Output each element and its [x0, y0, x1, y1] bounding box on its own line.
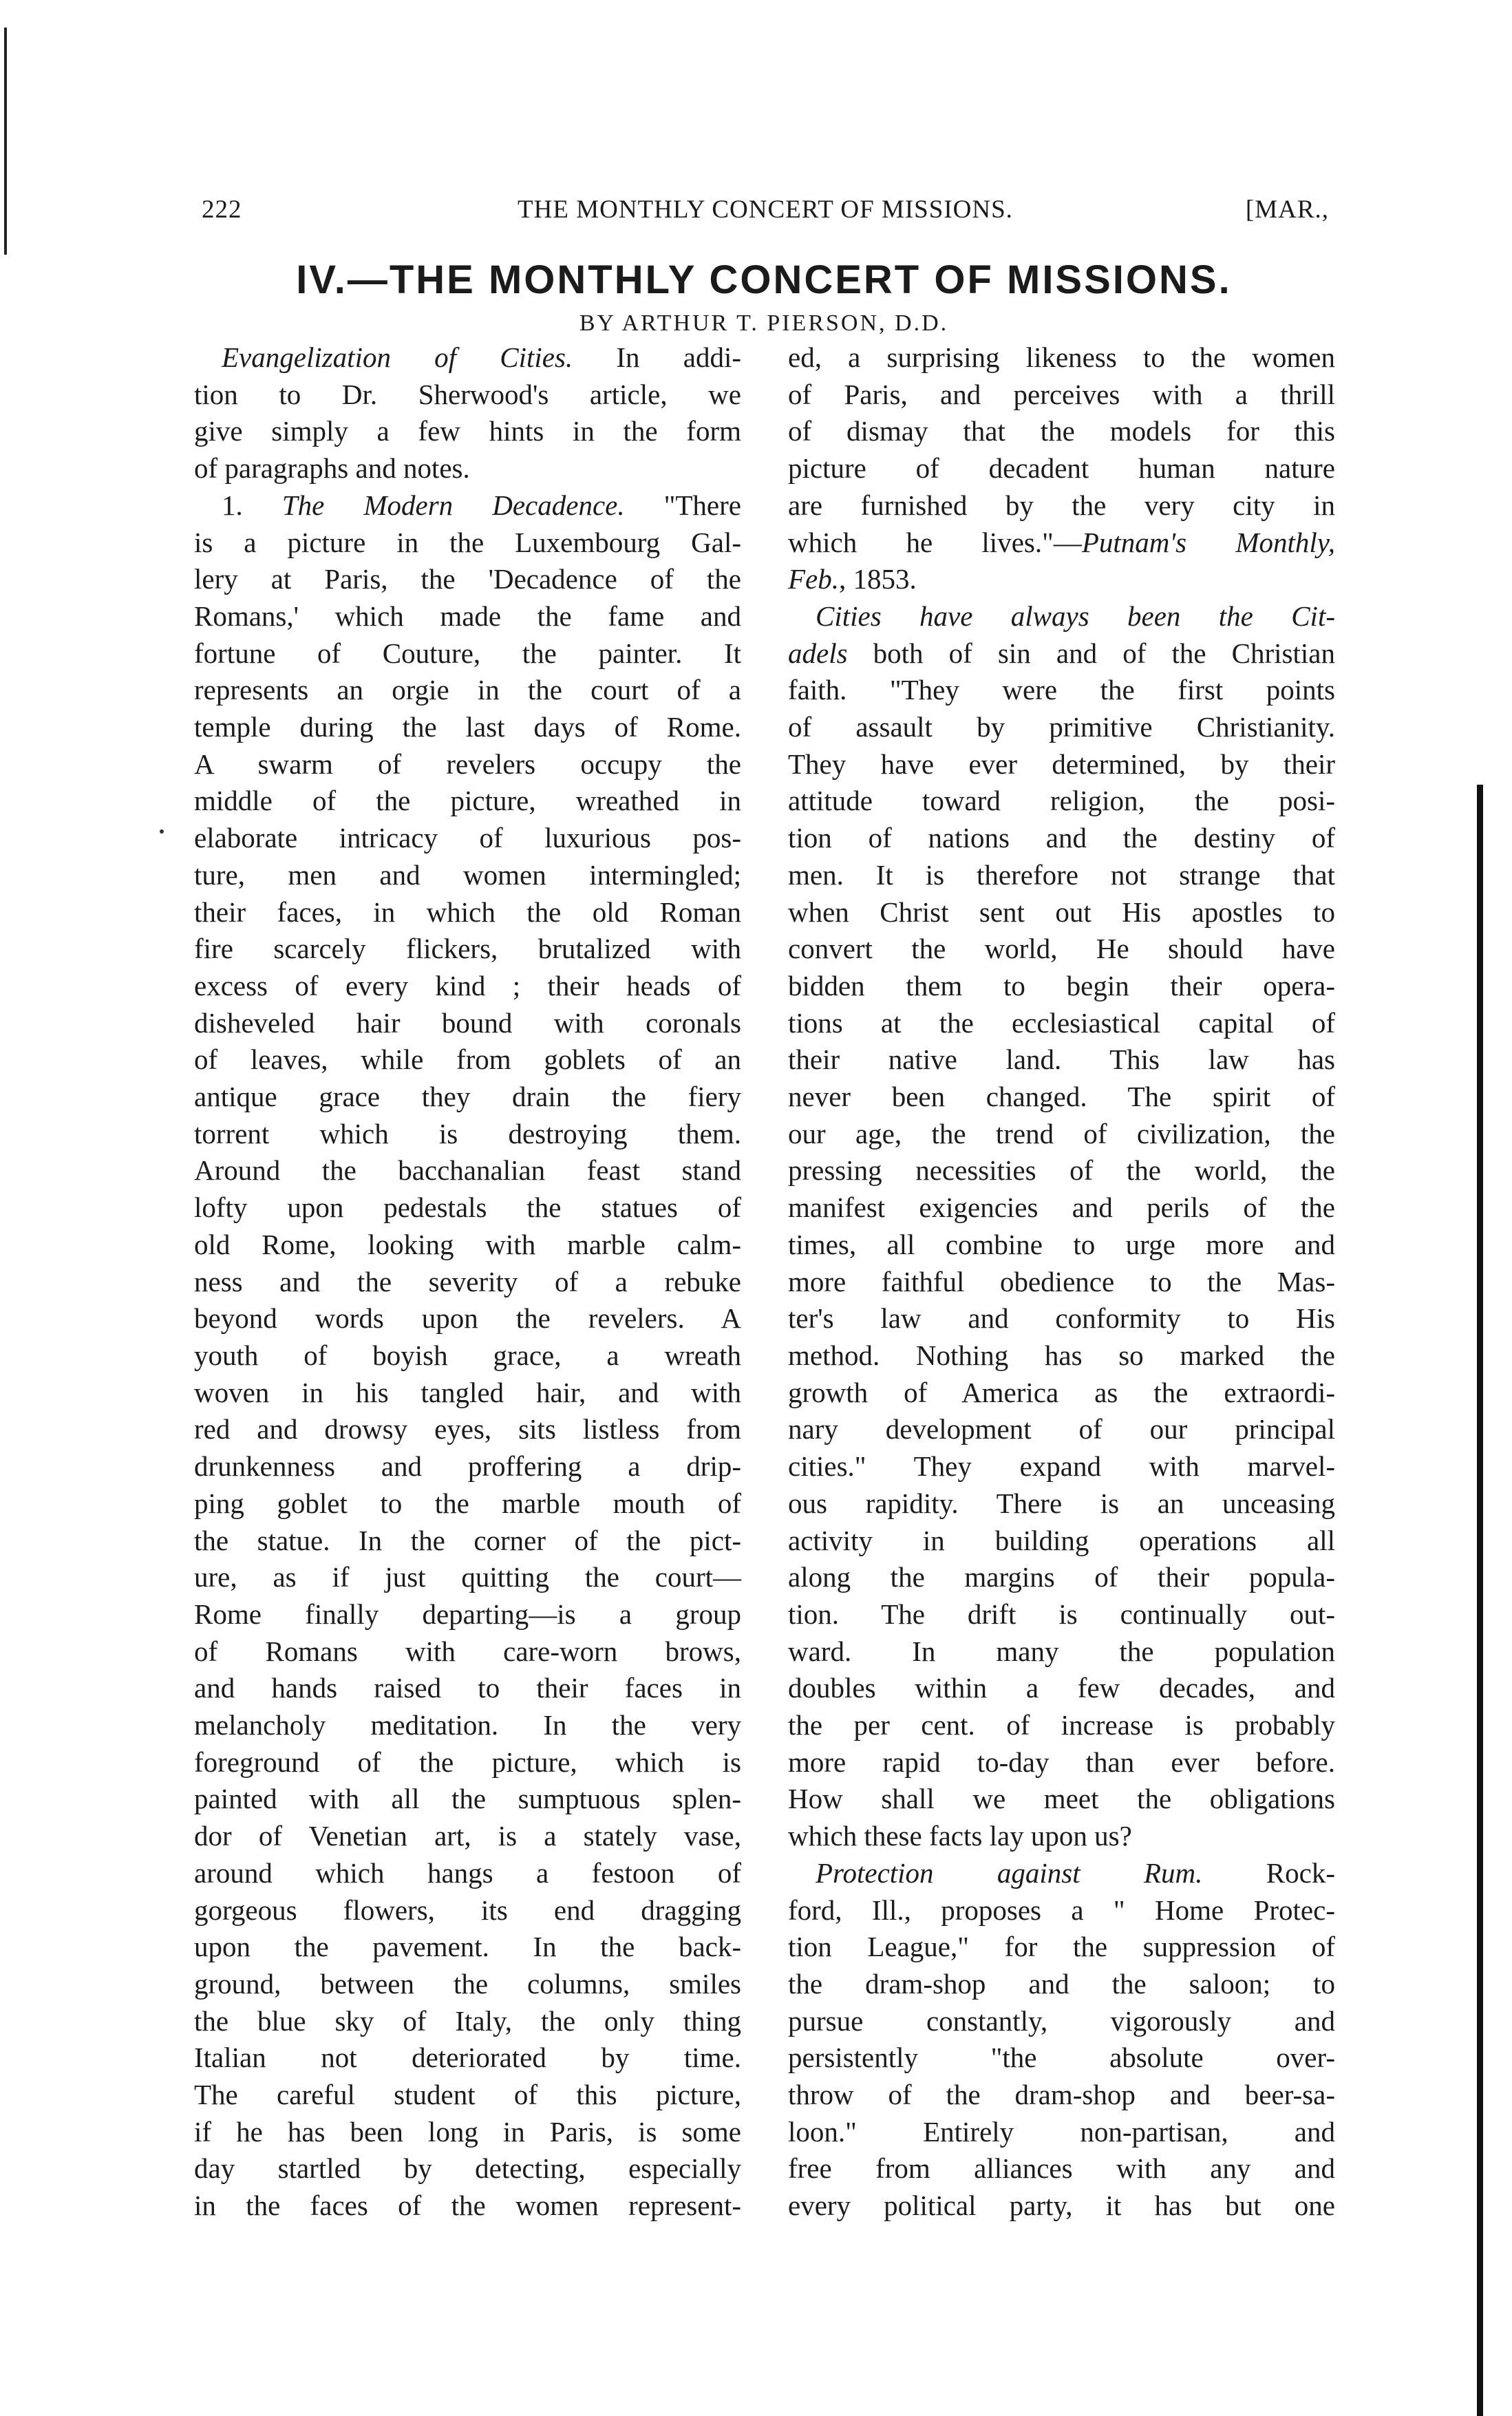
text-line: manifest exigencies and perils of the: [788, 1191, 1335, 1224]
text-line: our age, the trend of civilization, the: [788, 1117, 1335, 1149]
text-line: ping goblet to the marble mouth of: [194, 1487, 741, 1519]
text-line: upon the pavement. In the back-: [194, 1931, 741, 1963]
text-line: is a picture in the Luxembourg Gal-: [194, 526, 741, 558]
text-line: ed, a surprising likeness to the women: [788, 341, 1335, 373]
paragraph-evangelization: [194, 339, 741, 487]
text-span: Evangelization of Cities.: [222, 341, 573, 373]
text-line: disheveled hair bound with coronals: [194, 1006, 741, 1039]
paragraph-cities-citadels: [788, 598, 1335, 1855]
text-line: pursue constantly, vigorously and: [788, 2004, 1335, 2037]
text-line: dor of Venetian art, is a stately vase,: [194, 1820, 741, 1852]
text-line: of paragraphs and notes.: [194, 452, 470, 485]
text-line: growth of America as the extraordi-: [788, 1376, 1335, 1408]
byline: BY ARTHUR T. PIERSON, D.D.: [579, 310, 949, 336]
text-line: doubles within a few decades, and: [788, 1672, 1335, 1704]
text-line: times, all combine to urge more and: [788, 1228, 1335, 1260]
text-line: ford, Ill., proposes a " Home Protec-: [788, 1894, 1335, 1926]
text-span: The Modern Decadence.: [281, 489, 625, 521]
text-line: woven in his tangled hair, and with: [194, 1376, 741, 1408]
page-number: 222: [202, 195, 242, 224]
text-line: along the margins of their popula-: [788, 1561, 1335, 1593]
text-line: nary development of our principal: [788, 1413, 1335, 1445]
text-line: when Christ sent out His apostles to: [788, 896, 1335, 928]
text-line: of assault by primitive Christianity.: [788, 711, 1335, 743]
text-line: torrent which is destroying them.: [194, 1117, 741, 1149]
text-line: every political party, it has but one: [788, 2190, 1335, 2222]
text-line: and hands raised to their faces in: [194, 1672, 741, 1704]
text-line: men. It is therefore not strange that: [788, 858, 1335, 891]
text-line: Italian not deteriorated by time.: [194, 2042, 741, 2074]
text-line: of dismay that the models for this: [788, 415, 1335, 447]
text-span: Putnam's Monthly,: [1081, 526, 1335, 558]
text-line: tion. The drift is continually out-: [788, 1598, 1335, 1630]
text-line: in the faces of the women represent-: [194, 2190, 741, 2222]
running-month: [MAR.,: [1245, 195, 1329, 224]
text-span: Cities have always been the Cit-: [816, 600, 1335, 632]
text-span: which he lives."—: [788, 526, 1082, 558]
left-column: [194, 339, 741, 2225]
text-line: pressing necessities of the world, the: [788, 1154, 1335, 1187]
text-line: which these facts lay upon us?: [788, 1820, 1132, 1852]
text-line: ness and the severity of a rebuke: [194, 1265, 741, 1297]
text-line: persistently "the absolute over-: [788, 2042, 1335, 2074]
text-span: Rock-: [1202, 1856, 1335, 1889]
text-line: Romans,' which made the fame and: [194, 600, 741, 632]
paragraph-decadence-continued: [788, 339, 1335, 598]
scan-edge-left: [4, 28, 7, 255]
text-line: elaborate intricacy of luxurious pos-: [194, 822, 741, 854]
text-span: , 1853.: [839, 563, 917, 595]
text-line: convert the world, He should have: [788, 933, 1335, 965]
text-line: [788, 561, 1335, 598]
text-line: [194, 339, 741, 377]
text-line: represents an orgie in the court of a: [194, 674, 741, 706]
text-line: youth of boyish grace, a wreath: [194, 1339, 741, 1371]
text-line: lery at Paris, the 'Decadence of the: [194, 563, 741, 595]
text-line: How shall we meet the obligations: [788, 1783, 1335, 1815]
article-title: IV.—THE MONTHLY CONCERT OF MISSIONS.: [296, 257, 1232, 302]
text-line: the per cent. of increase is probably: [788, 1709, 1335, 1741]
text-line: never been changed. The spirit of: [788, 1081, 1335, 1113]
text-line: ure, as if just quitting the court—: [194, 1561, 741, 1593]
text-line: of Romans with care-worn brows,: [194, 1635, 741, 1667]
text-line: throw of the dram-shop and beer-sa-: [788, 2079, 1335, 2111]
text-line: their faces, in which the old Roman: [194, 896, 741, 928]
text-line: tion of nations and the destiny of: [788, 822, 1335, 854]
text-line: ward. In many the population: [788, 1635, 1335, 1667]
text-line: foreground of the picture, which is: [194, 1746, 741, 1778]
text-line: melancholy meditation. In the very: [194, 1709, 741, 1741]
text-line: picture of decadent human nature: [788, 452, 1335, 485]
text-line: attitude toward religion, the posi-: [788, 785, 1335, 817]
running-head: [202, 195, 1329, 236]
text-line: tion League," for the suppression of: [788, 1931, 1335, 1963]
text-line: Around the bacchanalian feast stand: [194, 1154, 741, 1187]
text-line: more faithful obedience to the Mas-: [788, 1265, 1335, 1297]
text-line: lofty upon pedestals the statues of: [194, 1191, 741, 1224]
text-line: beyond words upon the revelers. A: [194, 1302, 741, 1335]
text-line: tions at the ecclesiastical capital of: [788, 1006, 1335, 1039]
text-line: ground, between the columns, smiles: [194, 1967, 741, 2000]
text-line: drunkenness and proffering a drip-: [194, 1450, 741, 1483]
text-line: around which hangs a festoon of: [194, 1856, 741, 1889]
text-line: fortune of Couture, the painter. It: [194, 637, 741, 669]
text-line: are furnished by the very city in: [788, 489, 1335, 521]
text-line: ous rapidity. There is an unceasing: [788, 1487, 1335, 1519]
text-line: of Paris, and perceives with a thrill: [788, 378, 1335, 410]
text-line: free from alliances with any and: [788, 2152, 1335, 2185]
text-line: give simply a few hints in the form: [194, 415, 741, 447]
text-line: day startled by detecting, especially: [194, 2152, 741, 2185]
text-line: red and drowsy eyes, sits listless from: [194, 1413, 741, 1445]
text-span: "There: [624, 489, 741, 521]
text-line: [788, 1855, 1335, 1892]
text-line: bidden them to begin their opera-: [788, 969, 1335, 1002]
text-line: cities." They expand with marvel-: [788, 1450, 1335, 1483]
text-line: of leaves, while from goblets of an: [194, 1043, 741, 1076]
paragraph-protection-against-rum: [788, 1855, 1335, 2225]
paragraph-modern-decadence: [194, 487, 741, 2225]
text-line: painted with all the sumptuous splen-: [194, 1783, 741, 1815]
text-span: Protection against Rum.: [816, 1856, 1203, 1889]
text-line: old Rome, looking with marble calm-: [194, 1228, 741, 1260]
text-line: the blue sky of Italy, the only thing: [194, 2004, 741, 2037]
scan-speck: [160, 829, 164, 834]
text-line: [788, 524, 1335, 562]
text-span: In addi-: [573, 341, 741, 373]
scan-edge-right: [1477, 785, 1483, 2416]
text-line: A swarm of revelers occupy the: [194, 748, 741, 780]
text-span: both of sin and of the Christian: [847, 637, 1335, 669]
text-line: ture, men and women intermingled;: [194, 858, 741, 891]
text-line: ter's law and conformity to His: [788, 1302, 1335, 1335]
text-line: loon." Entirely non-partisan, and: [788, 2115, 1335, 2148]
text-line: [788, 598, 1335, 635]
text-line: Rome finally departing—is a group: [194, 1598, 741, 1630]
text-line: gorgeous flowers, its end dragging: [194, 1894, 741, 1926]
text-line: fire scarcely flickers, brutalized with: [194, 933, 741, 965]
text-span: Feb.: [788, 563, 839, 595]
text-line: faith. "They were the first points: [788, 674, 1335, 706]
text-line: [194, 487, 741, 524]
text-span: 1.: [222, 489, 282, 521]
text-line: middle of the picture, wreathed in: [194, 785, 741, 817]
text-line: [788, 635, 1335, 672]
text-line: the statue. In the corner of the pict-: [194, 1524, 741, 1556]
running-title: THE MONTHLY CONCERT OF MISSIONS.: [518, 195, 1013, 224]
text-line: activity in building operations all: [788, 1524, 1335, 1556]
text-line: their native land. This law has: [788, 1043, 1335, 1076]
text-line: The careful student of this picture,: [194, 2079, 741, 2111]
text-line: antique grace they drain the fiery: [194, 1081, 741, 1113]
text-span: adels: [788, 637, 848, 669]
text-line: the dram-shop and the saloon; to: [788, 1967, 1335, 2000]
text-line: if he has been long in Paris, is some: [194, 2115, 741, 2148]
text-line: more rapid to-day than ever before.: [788, 1746, 1335, 1778]
text-line: excess of every kind ; their heads of: [194, 969, 741, 1002]
text-line: method. Nothing has so marked the: [788, 1339, 1335, 1371]
text-line: temple during the last days of Rome.: [194, 711, 741, 743]
right-column: [788, 339, 1335, 2225]
text-line: tion to Dr. Sherwood's article, we: [194, 378, 741, 410]
text-line: They have ever determined, by their: [788, 748, 1335, 780]
